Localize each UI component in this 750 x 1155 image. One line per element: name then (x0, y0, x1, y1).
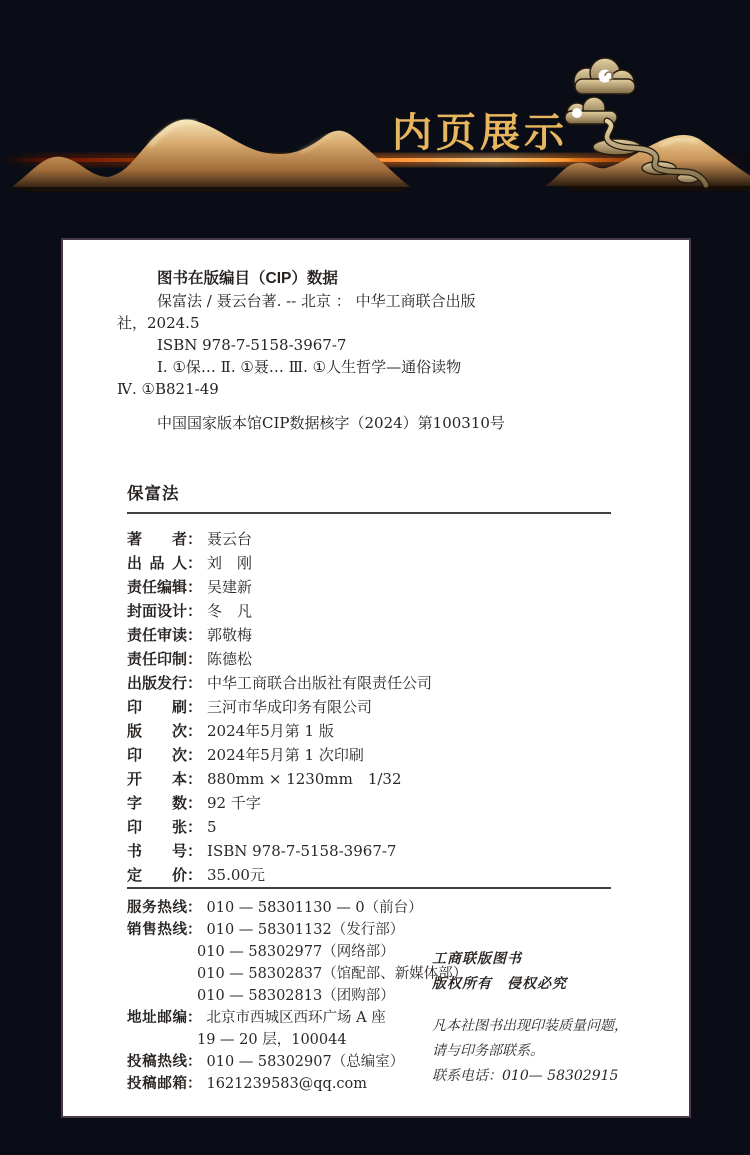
contact-row (127, 940, 457, 962)
contact-value: 010 — 58302837（馆配部、新媒体部） (197, 966, 468, 982)
cip-line: 保富法 / 聂云台著. -- 北京 ： 中华工商联合出版 (157, 292, 476, 310)
contact-label: 投稿热线 (127, 1054, 187, 1070)
contact-value: 010 — 58302907（总编室） (206, 1054, 405, 1070)
contact-value: 010 — 58301132（发行部） (206, 922, 405, 938)
colon: ： (187, 1076, 202, 1092)
colophon-row (127, 648, 667, 672)
colon: ： (187, 819, 203, 836)
colophon-row (127, 600, 667, 624)
colophon-row (127, 840, 667, 864)
copyright-notice (432, 947, 682, 1089)
colon: ： (187, 627, 203, 644)
colon: ： (187, 531, 203, 548)
colophon-value: 35.00元 (207, 866, 265, 884)
colophon-label: 封面设计 (127, 603, 188, 620)
publisher-edition-line: 工商联版图书 (432, 951, 522, 967)
colophon-row (127, 768, 667, 792)
colophon-list (127, 528, 667, 888)
colon: ： (187, 555, 203, 572)
contact-row (127, 1072, 457, 1094)
quality-notice-line: 凡本社图书出现印装质量问题， (432, 1018, 628, 1034)
banner (0, 0, 750, 232)
colophon-value: 92 千字 (207, 794, 261, 812)
colophon-row (127, 816, 667, 840)
colophon-row (127, 864, 667, 888)
divider-line (127, 512, 611, 514)
colophon-label: 印刷 (127, 699, 187, 716)
colophon-label: 字数 (127, 795, 187, 812)
colophon-label: 定价 (127, 867, 187, 884)
colon: ： (187, 843, 203, 860)
colon: ： (187, 675, 203, 692)
colophon-value: 中华工商联合出版社有限责任公司 (207, 674, 433, 692)
colophon-label: 责任编辑 (127, 579, 188, 596)
colophon-label: 开本 (127, 771, 187, 788)
colophon-label: 责任印制 (127, 651, 188, 668)
colophon-value: 880mm × 1230mm 1/32 (207, 770, 402, 788)
contact-row (127, 962, 468, 984)
colophon-row (127, 552, 667, 576)
colophon-value: 郭敬梅 (207, 626, 253, 644)
colophon-value: 冬 凡 (207, 602, 253, 620)
colophon-row (127, 696, 667, 720)
colon: ： (187, 603, 203, 620)
colon: ： (187, 723, 203, 740)
colophon-value: 2024年5月第 1 版 (207, 722, 334, 740)
quality-notice-line: 请与印务部联系。 (432, 1043, 544, 1059)
colophon-label: 责任审读 (127, 627, 188, 644)
colophon-row (127, 528, 667, 552)
contact-value: 010 — 58302977（网络部） (197, 944, 395, 960)
contact-row (127, 984, 457, 1006)
divider-line (127, 887, 611, 889)
contact-row (127, 1050, 457, 1072)
colon: ： (187, 795, 203, 812)
colophon-value: 5 (207, 818, 217, 836)
contact-label: 投稿邮箱 (127, 1076, 187, 1092)
book-title: 保富法 (127, 485, 180, 503)
cip-isbn-line: ISBN 978-7-5158-3967-7 (157, 336, 347, 354)
colophon-value: 聂云台 (207, 530, 253, 548)
colophon-row (127, 624, 667, 648)
colon: ： (187, 699, 203, 716)
colophon-label: 版次 (127, 723, 187, 740)
colophon-label: 出品人 (127, 555, 187, 572)
colon: ： (187, 771, 203, 788)
book-copyright-page (61, 238, 691, 1118)
contact-row (127, 918, 457, 940)
cip-heading: 图书在版编目（CIP）数据 (157, 270, 338, 287)
colophon-label: 印次 (127, 747, 187, 764)
colophon-row (127, 672, 667, 696)
colon: ： (187, 922, 202, 938)
colophon-label: 出版发行 (127, 675, 188, 692)
colophon-value: 2024年5月第 1 次印刷 (207, 746, 364, 764)
colophon-label: 书号 (127, 843, 187, 860)
colophon-value: ISBN 978-7-5158-3967-7 (207, 842, 397, 860)
contact-label: 地址邮编 (127, 1010, 187, 1026)
cip-record-number: 中国国家版本馆CIP数据核字（2024）第100310号 (157, 414, 505, 432)
contact-row (127, 1028, 457, 1050)
colophon-row (127, 720, 667, 744)
cip-block (117, 268, 657, 434)
contact-label: 销售热线 (127, 922, 187, 938)
colon: ： (187, 900, 202, 916)
contact-value: 19 — 20 层，100044 (197, 1032, 347, 1048)
colophon-label: 著者 (127, 531, 187, 548)
colophon-label: 印张 (127, 819, 187, 836)
gold-landscape-illustration (0, 0, 750, 232)
cip-classification-line: Ⅳ. ①B821-49 (117, 380, 219, 398)
colon: ： (187, 867, 203, 884)
contact-value: 010 — 58302813（团购部） (197, 988, 395, 1004)
contact-row (127, 1006, 457, 1028)
contact-list (127, 896, 468, 1094)
colophon-value: 吴建新 (207, 578, 253, 596)
contact-value: 010 — 58301130 — 0（前台） (206, 900, 423, 916)
colophon-row (127, 576, 667, 600)
colon: ： (187, 1010, 202, 1026)
contact-label: 服务热线 (127, 900, 187, 916)
colon: ： (187, 747, 203, 764)
cip-classification-line: Ⅰ. ①保… Ⅱ. ①聂… Ⅲ. ①人生哲学—通俗读物 (157, 358, 462, 376)
quality-contact-phone: 联系电话：010— 58302915 (432, 1068, 619, 1084)
colon: ： (187, 1054, 202, 1070)
colophon-row (127, 792, 667, 816)
banner-title: 内页展示 (392, 111, 568, 155)
contact-value: 北京市西城区西环广场 A 座 (206, 1010, 386, 1026)
colophon-value: 刘 刚 (207, 554, 253, 572)
colon: ： (187, 651, 203, 668)
colon: ： (187, 579, 203, 596)
contact-value: 1621239583@qq.com (206, 1076, 368, 1092)
colophon-value: 三河市华成印务有限公司 (207, 698, 373, 716)
colophon-value: 陈德松 (207, 650, 253, 668)
colophon-row (127, 744, 667, 768)
contact-row (127, 896, 457, 918)
cip-line: 社，2024.5 (117, 314, 200, 332)
all-rights-reserved-line: 版权所有 侵权必究 (432, 976, 567, 992)
